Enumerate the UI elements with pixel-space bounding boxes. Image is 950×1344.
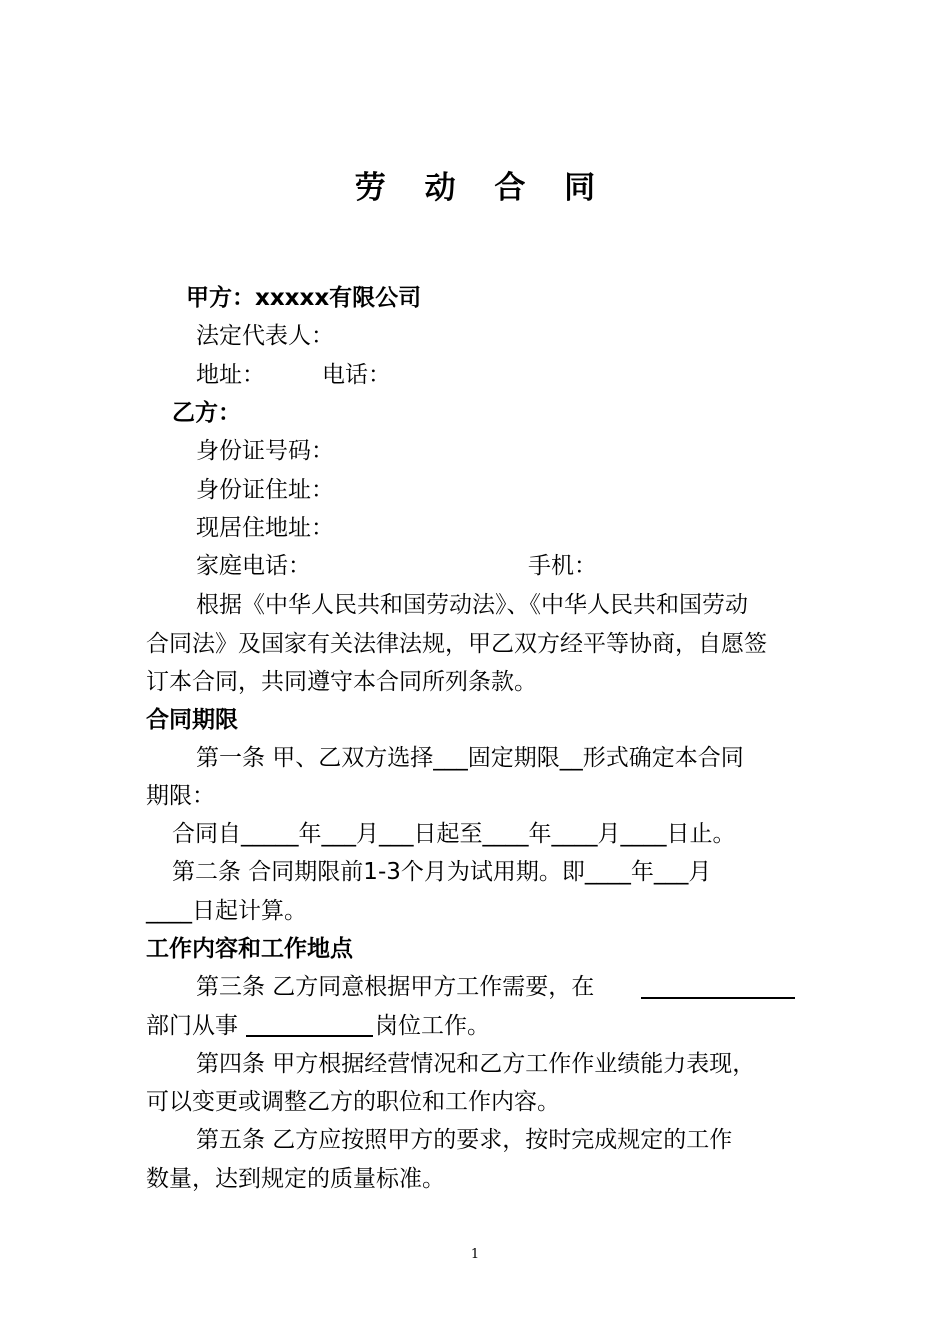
position-blank-underline xyxy=(246,1035,373,1037)
article-3-line: 第三条 乙方同意根据甲方工作需要，在 xyxy=(196,974,595,1000)
party-b-id-address: 身份证住址： xyxy=(196,477,334,503)
page-number: 1 xyxy=(470,1247,480,1262)
article-1-line: 第一条 甲、乙双方选择___固定期限__形式确定本合同 xyxy=(196,745,744,771)
document-title: 劳 动 合 同 xyxy=(354,170,610,206)
contract-period-line: 合同自_____年___月___日起至____年____月____日止。 xyxy=(172,821,736,847)
article-2-line: ____日起计算。 xyxy=(146,898,307,924)
preamble-line: 订本合同，共同遵守本合同所列条款。 xyxy=(146,669,537,695)
party-b-current-address: 现居住地址： xyxy=(196,515,334,541)
preamble-line: 根据《中华人民共和国劳动法》、《中华人民共和国劳动 xyxy=(196,592,748,618)
party-a-name: 甲方：xxxxx有限公司 xyxy=(186,285,422,311)
section-heading-work: 工作内容和工作地点 xyxy=(146,936,353,962)
article-5-line: 第五条 乙方应按照甲方的要求，按时完成规定的工作 xyxy=(196,1127,733,1153)
party-a-address: 地址： xyxy=(196,362,265,388)
article-4-line: 可以变更或调整乙方的职位和工作内容。 xyxy=(146,1089,560,1115)
department-blank-underline xyxy=(641,997,795,999)
article-4-line: 第四条 甲方根据经营情况和乙方工作作业绩能力表现， xyxy=(196,1051,756,1077)
article-5-line: 数量，达到规定的质量标准。 xyxy=(146,1166,445,1192)
preamble-line: 合同法》及国家有关法律法规，甲乙双方经平等协商，自愿签 xyxy=(146,631,767,657)
article-2-line: 第二条 合同期限前1-3个月为试用期。即____年___月 xyxy=(172,859,712,885)
party-b-heading: 乙方： xyxy=(172,400,241,426)
article-3-line: 部门从事 xyxy=(146,1013,238,1039)
article-1-line: 期限： xyxy=(146,783,215,809)
party-b-mobile: 手机： xyxy=(528,553,597,579)
party-b-home-phone: 家庭电话： xyxy=(196,553,311,579)
party-a-representative: 法定代表人： xyxy=(196,323,334,349)
section-heading-term: 合同期限 xyxy=(146,707,238,733)
party-a-phone: 电话： xyxy=(322,362,391,388)
article-3-line: 岗位工作。 xyxy=(375,1013,490,1039)
party-b-id-number: 身份证号码： xyxy=(196,438,334,464)
